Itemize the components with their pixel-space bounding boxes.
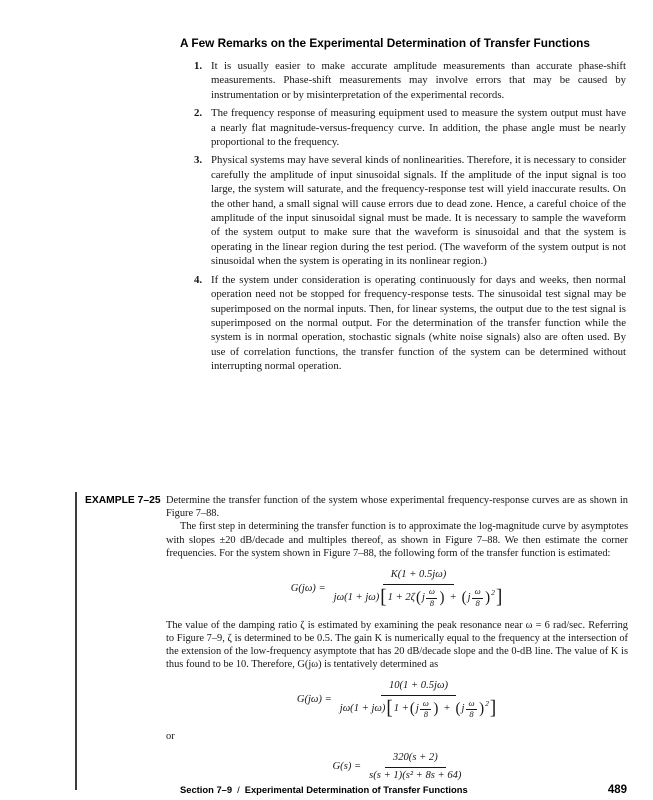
paren-close: ) xyxy=(433,701,439,718)
footer-running-title xyxy=(180,784,468,795)
example-paragraph-2: The first step in determining the transfer function is to approximate the log-magnitude curve by asymptotes with slopes ±20 dB/decade and multiples thereof, as shown in Figure 7–88. We then estimate the corner frequencies. For the system shown in Figure 7–88, the following form of the transfer function is estimated: xyxy=(166,521,628,559)
bracket-open: [ xyxy=(386,697,393,720)
equation-transfer-function-general xyxy=(166,569,628,610)
page-footer xyxy=(180,784,627,796)
example-left-rule xyxy=(75,492,77,790)
fraction xyxy=(340,680,497,721)
page-number: 489 xyxy=(607,784,627,796)
fraction-denominator: s(s + 1)(s² + 8s + 64) xyxy=(369,769,462,781)
fraction xyxy=(334,569,504,610)
equation-lhs: G(jω) = xyxy=(290,582,326,594)
list-item-number: 3. xyxy=(194,154,203,167)
list-item-number: 1. xyxy=(194,60,203,72)
footer-separator: / xyxy=(237,784,240,795)
exponent: 2 xyxy=(491,587,495,597)
list-item-text: It is usually easier to make accurate amplitude measurements than accurate phase-shift measurements. Phase-shift measurements may involve errors that may be caused by instrumentation or by misinterpretation of the experimental records. xyxy=(211,60,626,101)
paren-open: ( xyxy=(409,701,415,718)
fraction-denominator xyxy=(334,585,504,610)
example-label: EXAMPLE 7–25 xyxy=(85,495,161,506)
paren-close: ) xyxy=(439,589,445,607)
remarks-list xyxy=(194,59,626,378)
list-item-text: The frequency response of measuring equipment used to measure the system output must have a nearly flat magnitude-versus-frequency curve. In addition, the phase angle must be nearly proportional to the frequency. xyxy=(211,107,626,149)
fraction-numerator: K(1 + 0.5jω) xyxy=(383,569,455,585)
list-item xyxy=(194,273,626,374)
j-operator: j xyxy=(461,703,465,715)
footer-section-title: Experimental Determination of Transfer Functions xyxy=(244,784,468,795)
j-operator: j xyxy=(467,591,471,603)
paren-open: ( xyxy=(415,589,421,607)
equation-transfer-function-tentative xyxy=(166,680,628,721)
section-heading: A Few Remarks on the Experimental Determination of Transfer Functions xyxy=(180,36,590,50)
bracket-close: ] xyxy=(495,586,503,609)
den-prefix: jω(1 + jω) xyxy=(333,591,380,603)
den-prefix: jω(1 + jω) xyxy=(339,703,386,715)
list-item xyxy=(194,59,626,102)
den-term: 1 + 2ζ xyxy=(387,591,415,603)
plus-operator: + xyxy=(443,703,451,715)
exponent: 2 xyxy=(485,699,489,709)
or-connector: or xyxy=(166,730,175,742)
paren-open: ( xyxy=(455,701,461,718)
list-item-number: 4. xyxy=(194,273,203,286)
list-item-text: Physical systems may have several kinds of nonlinearities. Therefore, it is necessary to consider carefully the amplitude of input sinusoidal signals. If the amplitude of the input signal is too large, the system will saturate, and the frequency-response test will yield inaccurate results. On the other hand, a small signal will cause errors due to dead zone. Hence, a careful choice of the amplitude of the input sinusoidal signal must be made. It is necessary to sample the waveform of the system output to make sure that the waveform is sinusoidal and that the system is operating in the linear region during the test period. (The waveform of the system output is not sinusoidal when the system is operating in its nonlinear region.) xyxy=(211,154,626,268)
bracket-open: [ xyxy=(380,586,387,609)
equation-lhs: G(jω) = xyxy=(296,694,332,706)
j-operator: j xyxy=(415,703,419,715)
list-item-text: If the system under consideration is operating continuously for days and weeks, then normal operation need not be stopped for frequency-response tests. The sinusoidal test signal may be superimposed on the normal inputs. Then, for linear systems, the output due to the test signal is superimposed on the normal output. For the determination of the transfer function while the system is in normal operation, stochastic signals (white noise signals) also are often used. By use of correlation functions, the transfer function of the system can be determined without interrupting normal operation. xyxy=(211,273,626,373)
equation-transfer-function-s-domain xyxy=(166,752,628,782)
paren-close: ) xyxy=(479,701,485,718)
j-operator: j xyxy=(421,591,425,603)
fraction-denominator xyxy=(340,696,497,721)
example-paragraph-3: The value of the damping ratio ζ is estimated by examining the peak resonance near ω = 6 rad/sec. Referring to Figure 7–9, ζ is determined to be 0.5. The gain K is numerically equal to the frequency at the intersection of the extension of the low-frequency asymptote that has 20 dB/decade slope and the 0-dB line. The value of K is thus found to be 10. Therefore, G(jω) is tentatively determined as xyxy=(166,619,628,671)
fraction xyxy=(369,752,461,782)
example-paragraph-1: Determine the transfer function of the system whose experimental frequency-response curves are as shown in Figure 7–88. xyxy=(166,495,628,520)
inner-fraction: ω 8 xyxy=(472,587,483,609)
paren-close: ) xyxy=(485,589,491,607)
plus-operator: + xyxy=(449,591,457,603)
paren-open: ( xyxy=(461,589,467,607)
list-item-number: 2. xyxy=(194,107,203,120)
bracket-close: ] xyxy=(489,697,497,720)
footer-section: Section 7–9 xyxy=(180,784,233,795)
fraction-numerator: 320(s + 2) xyxy=(385,752,446,768)
inner-fraction: ω 8 xyxy=(420,699,431,721)
list-item xyxy=(194,153,626,268)
equation-lhs: G(s) = xyxy=(332,760,362,772)
fraction-numerator: 10(1 + 0.5jω) xyxy=(381,680,456,696)
den-term: 1 + xyxy=(393,703,409,715)
list-item xyxy=(194,106,626,149)
example-body xyxy=(166,494,628,791)
inner-fraction: ω 8 xyxy=(426,587,437,609)
inner-fraction: ω 8 xyxy=(466,699,477,721)
